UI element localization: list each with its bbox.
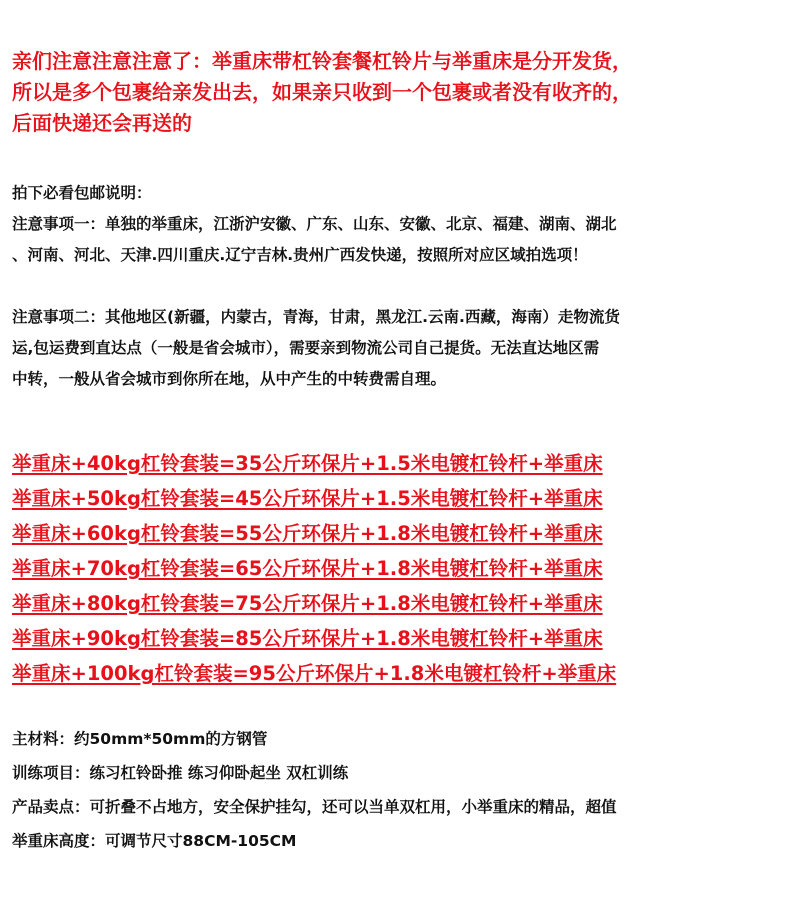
- shipping-heading: 拍下必看包邮说明：: [12, 184, 152, 202]
- package-option: [12, 586, 782, 621]
- shipping-item-2-line: 中转，一般从省会城市到你所在地，从中产生的中转费需自理。: [12, 370, 447, 388]
- notice-line: 后面快递还会再送的: [12, 111, 192, 135]
- package-option-text: 举重床+50kg杠铃套装=45公斤环保片+1.5米电镀杠铃杆+举重床: [12, 487, 603, 510]
- package-option: [12, 551, 782, 586]
- package-option: [12, 656, 782, 691]
- package-option-text: 举重床+90kg杠铃套装=85公斤环保片+1.8米电镀杠铃杆+举重床: [12, 627, 603, 650]
- shipping-item-1-line: 注意事项一：单独的举重床，江浙沪安徽、广东、山东、安徽、北京、福建、湖南、湖北: [12, 215, 617, 233]
- package-option-text: 举重床+60kg杠铃套装=55公斤环保片+1.8米电镀杠铃杆+举重床: [12, 522, 603, 545]
- package-option: [12, 621, 782, 656]
- package-option: [12, 481, 782, 516]
- package-option: [12, 516, 782, 551]
- paragraph-gap: [12, 271, 782, 302]
- package-option-text: 举重床+80kg杠铃套装=75公斤环保片+1.8米电镀杠铃杆+举重床: [12, 592, 603, 615]
- notice-line: 所以是多个包裹给亲发出去，如果亲只收到一个包裹或者没有收齐的，: [12, 80, 632, 104]
- notice-line: 亲们注意注意注意了：举重床带杠铃套餐杠铃片与举重床是分开发货，: [12, 49, 632, 73]
- package-option-text: 举重床+100kg杠铃套装=95公斤环保片+1.8米电镀杠铃杆+举重床: [12, 662, 617, 685]
- package-option-text: 举重床+40kg杠铃套装=35公斤环保片+1.5米电镀杠铃杆+举重床: [12, 452, 603, 475]
- package-option-text: 举重床+70kg杠铃套装=65公斤环保片+1.8米电镀杠铃杆+举重床: [12, 557, 603, 580]
- product-specs: [12, 722, 782, 858]
- free-shipping-instructions: [12, 178, 782, 395]
- package-options-list: [12, 446, 782, 691]
- shipping-item-1-line: 、河南、河北、天津.四川重庆.辽宁吉林.贵州广西发快递，按照所对应区域拍选项！: [12, 246, 588, 264]
- shipping-item-2-line: 运,包运费到直达点（一般是省会城市），需要亲到物流公司自己提货。无法直达地区需: [12, 339, 600, 357]
- spec-material: 主材料：约50mm*50mm的方钢管: [12, 730, 268, 748]
- package-option: [12, 446, 782, 481]
- spec-training: 训练项目：练习杠铃卧推 练习仰卧起坐 双杠训练: [12, 764, 349, 782]
- spec-selling-points: 产品卖点：可折叠不占地方，安全保护挂勾，还可以当单双杠用，小举重床的精品，超值: [12, 798, 617, 816]
- spec-height: 举重床高度：可调节尺寸88CM-105CM: [12, 832, 297, 850]
- shipping-item-2-line: 注意事项二：其他地区(新疆，内蒙古，青海，甘肃，黑龙江.云南.西藏，海南）走物流货: [12, 308, 620, 326]
- shipping-notice: [12, 46, 782, 139]
